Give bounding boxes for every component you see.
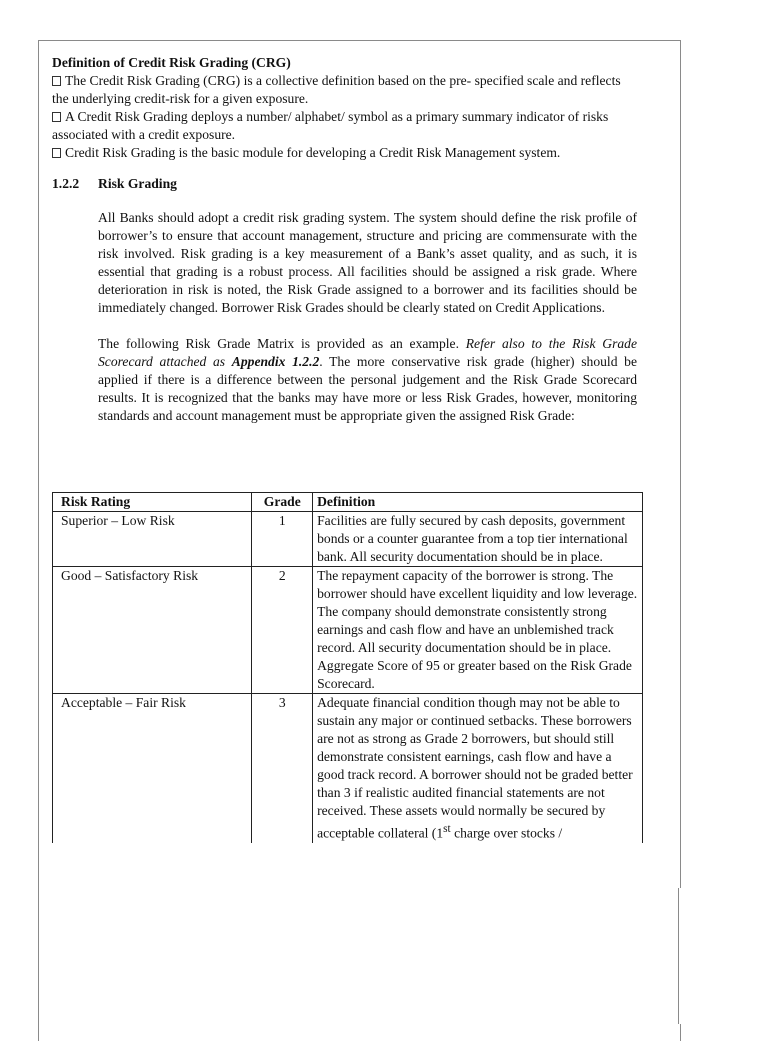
definition-bullet-2 [52,108,637,144]
section-number: 1.2.2 [52,176,80,191]
header-grade: Grade [252,493,313,512]
para2-end: . The more conservative risk grade (higher) should be applied if there is a difference between the personal judgement and the Risk Grade Scorecard results. It is recognized that the banks may have more or less Risk Grades, however, monitoring standards and account management must be appropriate given the assigned Risk Grade: [98,354,637,423]
header-definition: Definition [313,493,643,512]
document-content [52,54,637,425]
superscript: st [443,823,451,835]
bullet-glyph-icon [52,148,61,158]
risk-rating-cell: Acceptable – Fair Risk [53,694,252,843]
definition-bullet-2-text: A Credit Risk Grading deploys a number/ alphabet/ symbol as a primary summary indicator of risks associated with a credit exposure. [52,109,609,142]
risk-grading-paragraph-2 [98,335,637,425]
bullet-glyph-icon [52,76,61,86]
risk-rating-cell: Good – Satisfactory Risk [53,567,252,694]
para2-italic: Refer also to the Risk Grade Scorecard attached as [98,336,637,369]
definition-bullet-1 [52,72,637,108]
table-header-row [53,493,643,512]
table-row [53,512,643,567]
definition-cell: Facilities are fully secured by cash deposits, government bonds or a counter guarantee from a top tier international bank. All security documentation should be in place. [313,512,643,567]
page-border-bottom [38,888,679,1024]
risk-grade-matrix-table [52,492,643,843]
definition-bullet-1-text: The Credit Risk Grading (CRG) is a collective definition based on the pre- specified scale and reflects the underlying credit-risk for a given exposure. [52,73,621,106]
section-heading [52,176,637,192]
definition-text-cont: charge over stocks / [450,825,563,841]
grade-cell: 3 [252,694,313,843]
definition-cell: The repayment capacity of the borrower is strong. The borrower should have excellent liquidity and low leverage. The company should demonstrate consistently strong earnings and cash flow and have an unblemished track record. All security documentation should be in place. Aggregate Score of 95 or greater based on the Risk Grade Scorecard. [313,567,643,694]
definition-text: Adequate financial condition though may not be able to sustain any major or continued setbacks. These borrowers are not as strong as Grade 2 borrowers, but should still demonstrate consistent earnings, cash flow and have a good track record. A borrower should not be graded better than 3 if realistic audited financial statements are not received. These assets would normally be secured by acceptable collateral (1 [317,695,633,841]
bullet-glyph-icon [52,112,61,122]
header-risk-rating: Risk Rating [53,493,252,512]
risk-grading-paragraph-1: All Banks should adopt a credit risk grading system. The system should define the risk profile of borrower’s to ensure that account management, structure and pricing are commensurate with the risk involved. Risk grading is a key measurement of a Bank’s asset quality, and as such, it is essential that grading is a robust process. All facilities should be assigned a risk grade. Where deterioration in risk is noted, the Risk Grade assigned to a borrower and its facilities should be immediately changed. Borrower Risk Grades should be clearly stated on Credit Applications. [98,210,637,315]
table-row [53,694,643,843]
grade-cell: 1 [252,512,313,567]
section-title: Risk Grading [98,176,177,191]
definition-bullet-3 [52,144,637,162]
appendix-reference: Appendix 1.2.2 [231,354,320,369]
table-row [53,567,643,694]
risk-rating-cell: Superior – Low Risk [53,512,252,567]
para2-start: The following Risk Grade Matrix is provided as an example. [98,336,466,351]
definition-bullet-3-text: Credit Risk Grading is the basic module for developing a Credit Risk Management system. [65,145,561,160]
definition-cell [313,694,643,843]
definition-heading: Definition of Credit Risk Grading (CRG) [52,55,291,70]
grade-cell: 2 [252,567,313,694]
